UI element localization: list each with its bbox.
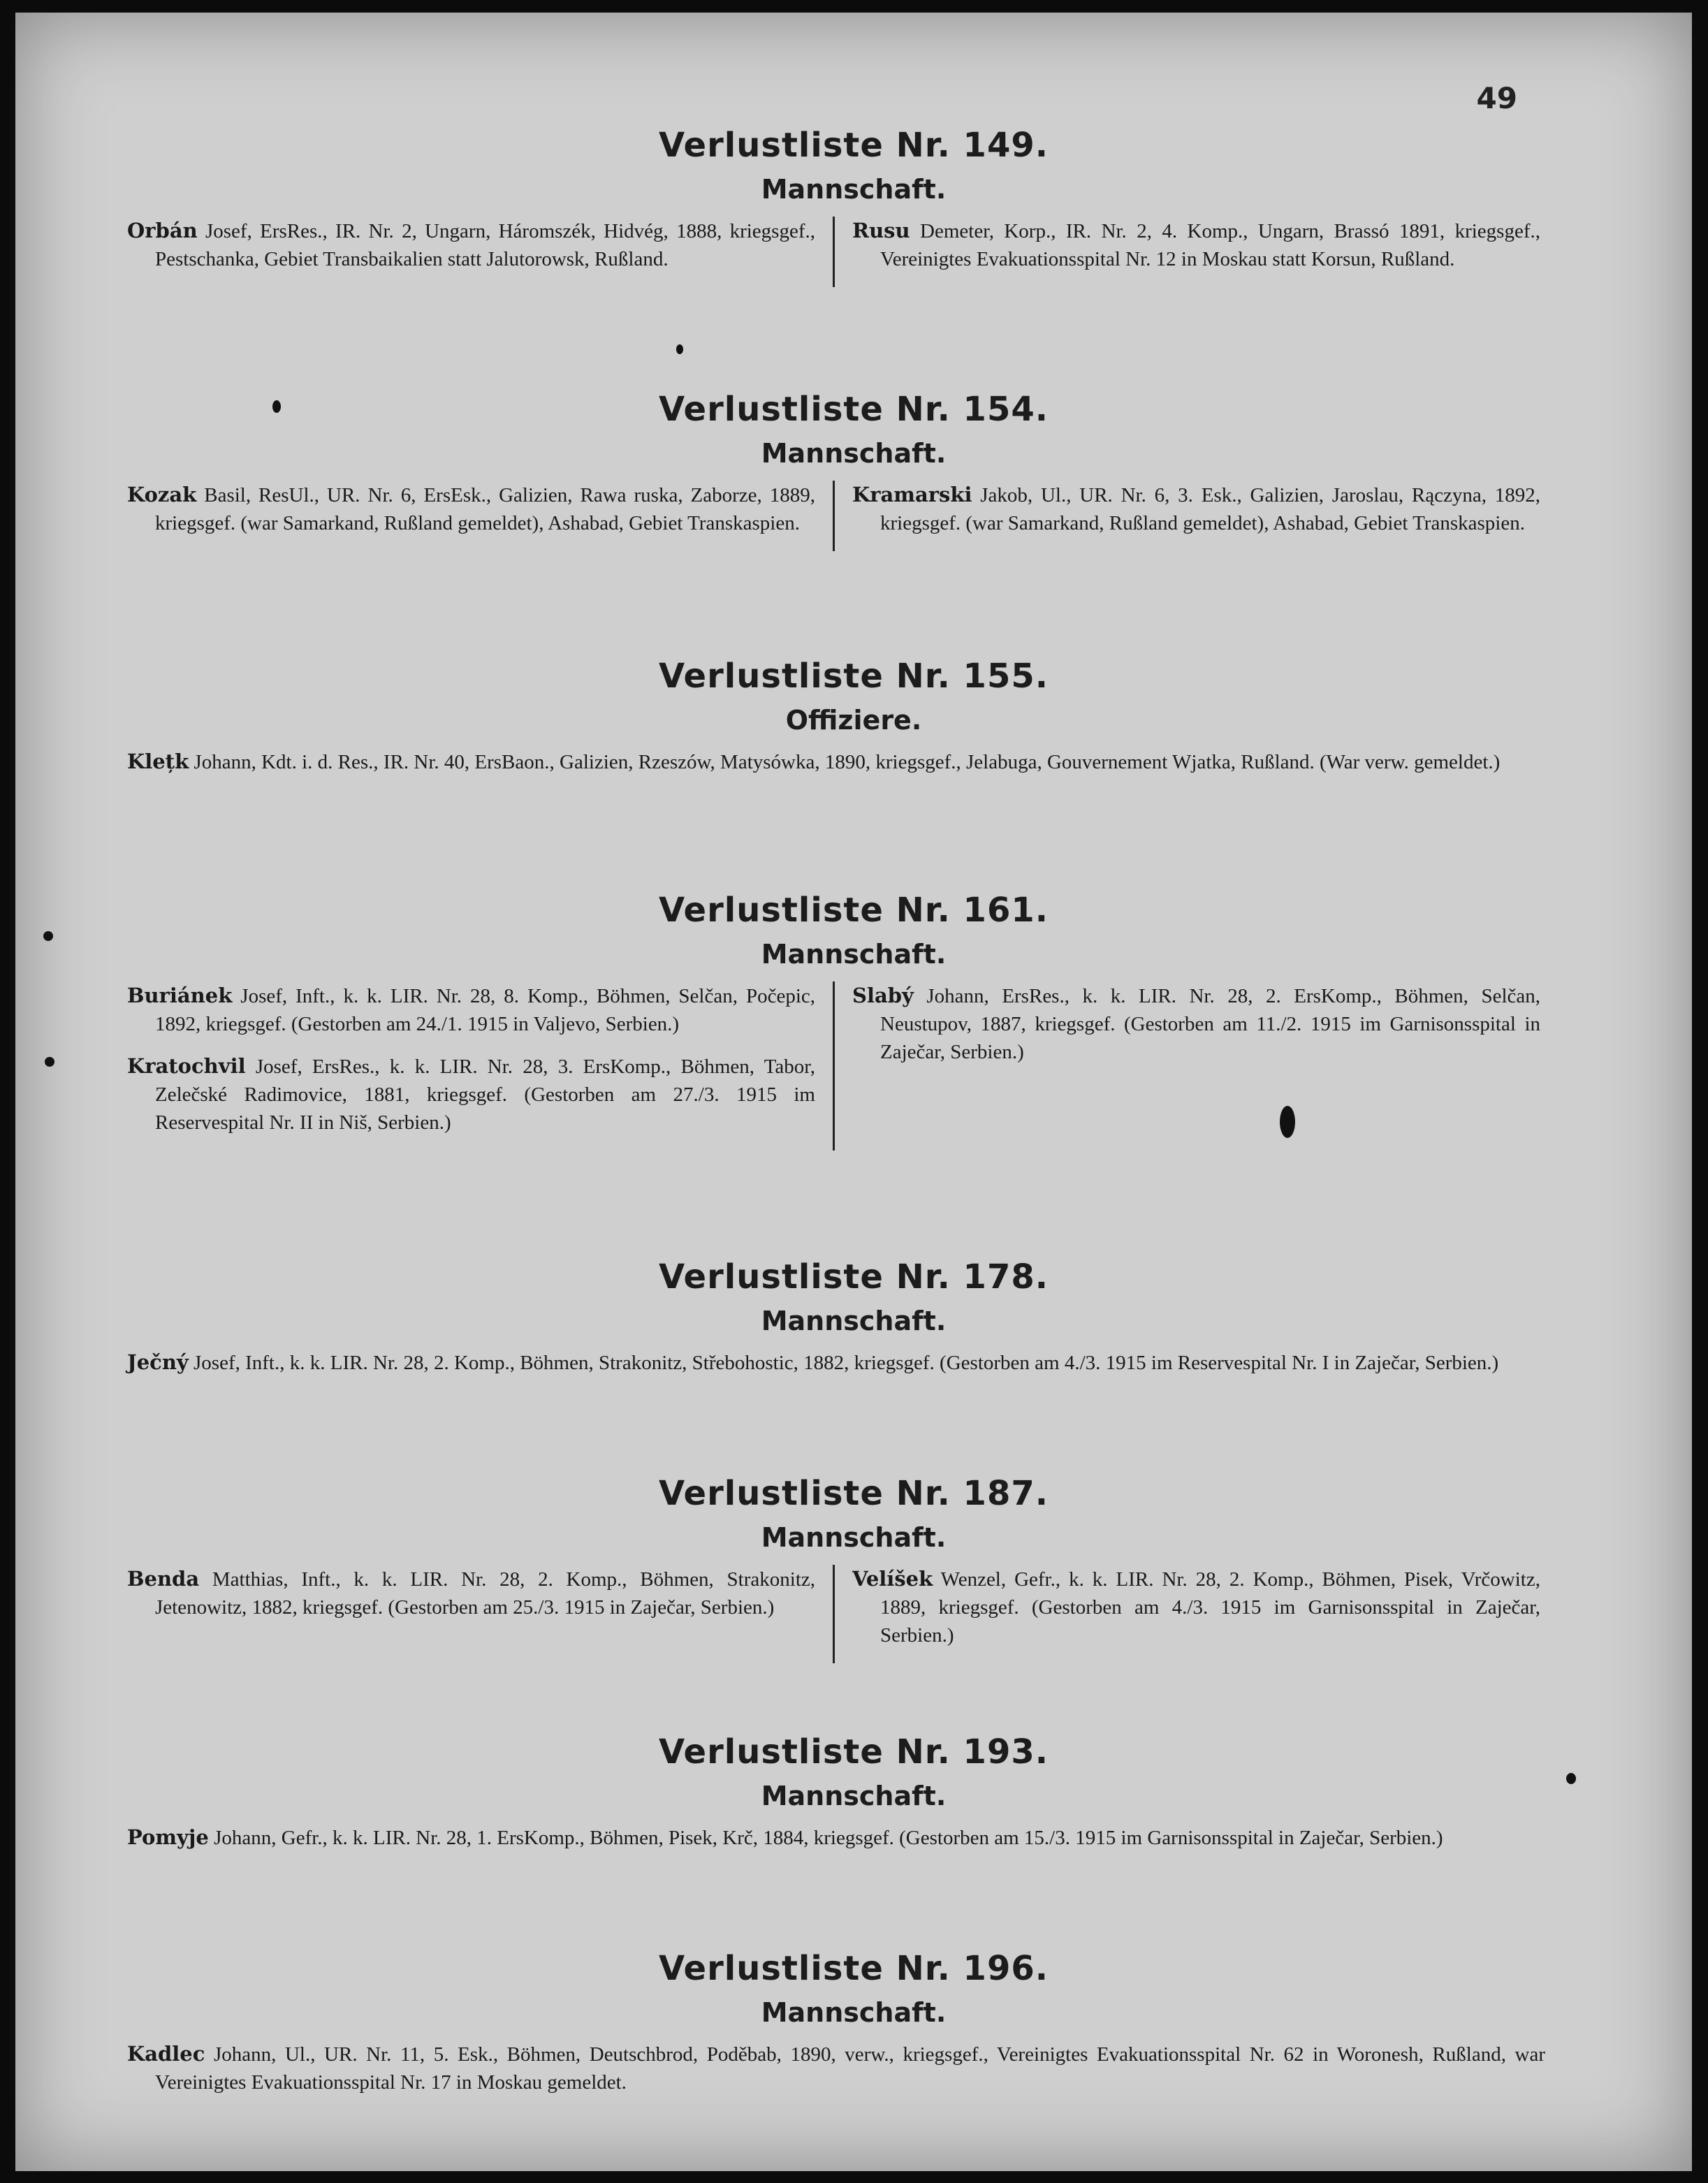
section-subtitle: Mannschaft. bbox=[761, 1306, 947, 1336]
section-verlustliste-196 bbox=[15, 1948, 1692, 2110]
entry-details: Josef, Inft., k. k. LIR. Nr. 28, 2. Komp., Böhmen, Strakonitz, Střebohostic, 1882, kriegsgef. (Gestorben am 4./3. 1915 im Reservespital Nr. I in Zaječar, Serbien.) bbox=[188, 1352, 1499, 1374]
entry-surname: Pomyje bbox=[127, 1825, 209, 1849]
section-title: Verlustliste Nr. 154. bbox=[659, 390, 1049, 429]
page-number: 49 bbox=[1476, 81, 1517, 115]
section-verlustliste-149 bbox=[15, 124, 1692, 287]
left-column bbox=[127, 981, 835, 1151]
entry-details: Josef, ErsRes., IR. Nr. 2, Ungarn, Háromszék, Hidvég, 1888, kriegsgef., Pestschanka, Gebiet Transbaikalien statt Jalutorowsk, Rußland. bbox=[155, 220, 815, 270]
right-column bbox=[835, 481, 1540, 551]
section-subtitle: Mannschaft. bbox=[761, 939, 947, 970]
left-column bbox=[127, 1565, 835, 1663]
entry-details: Jakob, Ul., UR. Nr. 6, 3. Esk., Galizien, Jaroslau, Rączyna, 1892, kriegsgef. (war Samarkand, Rußland gemeldet), Ashabad, Gebiet Transkaspien. bbox=[880, 484, 1540, 534]
section-subtitle: Mannschaft. bbox=[761, 1781, 947, 1811]
section-subtitle: Mannschaft. bbox=[761, 1997, 947, 2028]
section-title: Verlustliste Nr. 178. bbox=[659, 1257, 1049, 1297]
list-item bbox=[127, 1052, 815, 1137]
list-item bbox=[852, 217, 1540, 273]
list-item bbox=[127, 981, 815, 1038]
full-width-list bbox=[127, 1823, 1545, 1852]
entry-surname: Kratochvil bbox=[127, 1054, 246, 1078]
section-title: Verlustliste Nr. 155. bbox=[659, 657, 1049, 696]
list-item bbox=[127, 1565, 815, 1621]
entry-surname: Velíšek bbox=[852, 1567, 933, 1591]
full-width-list bbox=[127, 747, 1545, 776]
section-subtitle: Mannschaft. bbox=[761, 438, 947, 469]
document-page bbox=[15, 13, 1692, 2171]
section-verlustliste-155 bbox=[15, 655, 1692, 790]
full-width-list bbox=[127, 2040, 1545, 2096]
entry-surname: Kramarski bbox=[852, 483, 972, 506]
section-verlustliste-187 bbox=[15, 1473, 1692, 1663]
two-column-list bbox=[127, 981, 1545, 1151]
entry-surname: Kozak bbox=[127, 483, 197, 506]
section-title: Verlustliste Nr. 161. bbox=[659, 891, 1049, 930]
ink-speck bbox=[43, 931, 53, 941]
right-column bbox=[835, 981, 1540, 1151]
list-item bbox=[127, 1823, 1545, 1852]
section-verlustliste-193 bbox=[15, 1731, 1692, 1866]
entry-surname: Orbán bbox=[127, 219, 198, 242]
two-column-list bbox=[127, 1565, 1545, 1663]
section-verlustliste-154 bbox=[15, 388, 1692, 551]
entry-surname: Kadlec bbox=[127, 2042, 205, 2066]
entry-details: Johann, ErsRes., k. k. LIR. Nr. 28, 2. ErsKomp., Böhmen, Selčan, Neustupov, 1887, kriegsgef. (Gestorben am 11./2. 1915 im Garnisonsspital in Zaječar, Serbien.) bbox=[880, 985, 1540, 1063]
entry-details: Josef, ErsRes., k. k. LIR. Nr. 28, 3. ErsKomp., Böhmen, Tabor, Zelečské Radimovice, 1881, kriegsgef. (Gestorben am 27./3. 1915 im Reservespital Nr. II in Niš, Serbien.) bbox=[155, 1056, 815, 1134]
entry-surname: Buriánek bbox=[127, 984, 233, 1007]
entry-details: Johann, Kdt. i. d. Res., IR. Nr. 40, ErsBaon., Galizien, Rzeszów, Matysówka, 1890, kriegsgef., Jelabuga, Gouvernement Wjatka, Rußland. (War verw. gemeldet.) bbox=[189, 751, 1501, 773]
section-title: Verlustliste Nr. 196. bbox=[659, 1949, 1049, 1988]
entry-surname: Slabý bbox=[852, 984, 914, 1007]
two-column-list bbox=[127, 217, 1545, 287]
list-item bbox=[852, 481, 1540, 537]
right-column bbox=[835, 1565, 1540, 1663]
list-item bbox=[852, 1565, 1540, 1649]
left-column bbox=[127, 481, 835, 551]
ink-speck bbox=[272, 400, 281, 413]
right-column bbox=[835, 217, 1540, 287]
entry-surname: Benda bbox=[127, 1567, 200, 1591]
list-item bbox=[127, 481, 815, 537]
ink-speck bbox=[676, 344, 683, 354]
section-title: Verlustliste Nr. 187. bbox=[659, 1474, 1049, 1513]
entry-details: Demeter, Korp., IR. Nr. 2, 4. Komp., Ungarn, Brassó 1891, kriegsgef., Vereinigtes Evakuationsspital Nr. 12 in Moskau statt Korsun, Rußland. bbox=[880, 220, 1540, 270]
entry-details: Matthias, Inft., k. k. LIR. Nr. 28, 2. Komp., Böhmen, Strakonitz, Jetenowitz, 1882, kriegsgef. (Gestorben am 25./3. 1915 in Zaječar, Serbien.) bbox=[155, 1568, 815, 1619]
entry-surname: Rusu bbox=[852, 219, 910, 242]
entry-details: Josef, Inft., k. k. LIR. Nr. 28, 8. Komp., Böhmen, Selčan, Počepic, 1892, kriegsgef. (Gestorben am 24./1. 1915 in Valjevo, Serbien.) bbox=[155, 985, 815, 1035]
entry-details: Wenzel, Gefr., k. k. LIR. Nr. 28, 2. Komp., Böhmen, Pisek, Vrčowitz, 1889, kriegsgef. (Gestorben am 4./3. 1915 im Garnisonsspital in Zaječar, Serbien.) bbox=[880, 1568, 1540, 1647]
entry-surname: Ječný bbox=[127, 1350, 189, 1374]
entry-details: Johann, Ul., UR. Nr. 11, 5. Esk., Böhmen, Deutschbrod, Poděbab, 1890, verw., kriegsgef., Vereinigtes Evakuationsspital Nr. 62 in Woronesh, Rußland, war Vereinigtes Evakuationsspital Nr. 17 in Moskau gemeldet. bbox=[155, 2043, 1545, 2094]
ink-speck bbox=[1566, 1773, 1576, 1784]
full-width-list bbox=[127, 1348, 1545, 1377]
list-item bbox=[127, 1348, 1545, 1377]
ink-speck bbox=[1280, 1106, 1295, 1138]
entry-details: Basil, ResUl., UR. Nr. 6, ErsEsk., Galizien, Rawa ruska, Zaborze, 1889, kriegsgef. (war Samarkand, Rußland gemeldet), Ashabad, Gebiet Transkaspien. bbox=[155, 484, 815, 534]
list-item bbox=[127, 747, 1545, 776]
list-item bbox=[852, 981, 1540, 1066]
section-subtitle: Offiziere. bbox=[785, 705, 922, 736]
section-title: Verlustliste Nr. 149. bbox=[659, 126, 1049, 165]
section-subtitle: Mannschaft. bbox=[761, 1522, 947, 1553]
section-verlustliste-178 bbox=[15, 1256, 1692, 1391]
section-subtitle: Mannschaft. bbox=[761, 174, 947, 205]
list-item bbox=[127, 2040, 1545, 2096]
section-verlustliste-161 bbox=[15, 889, 1692, 1151]
ink-speck bbox=[45, 1057, 54, 1067]
entry-details: Johann, Gefr., k. k. LIR. Nr. 28, 1. ErsKomp., Böhmen, Pisek, Krč, 1884, kriegsgef. (Gestorben am 15./3. 1915 im Garnisonsspital in Zaječar, Serbien.) bbox=[208, 1827, 1443, 1849]
left-column bbox=[127, 217, 835, 287]
list-item bbox=[127, 217, 815, 273]
entry-surname: Klețk bbox=[127, 750, 189, 773]
section-title: Verlustliste Nr. 193. bbox=[659, 1732, 1049, 1772]
two-column-list bbox=[127, 481, 1545, 551]
